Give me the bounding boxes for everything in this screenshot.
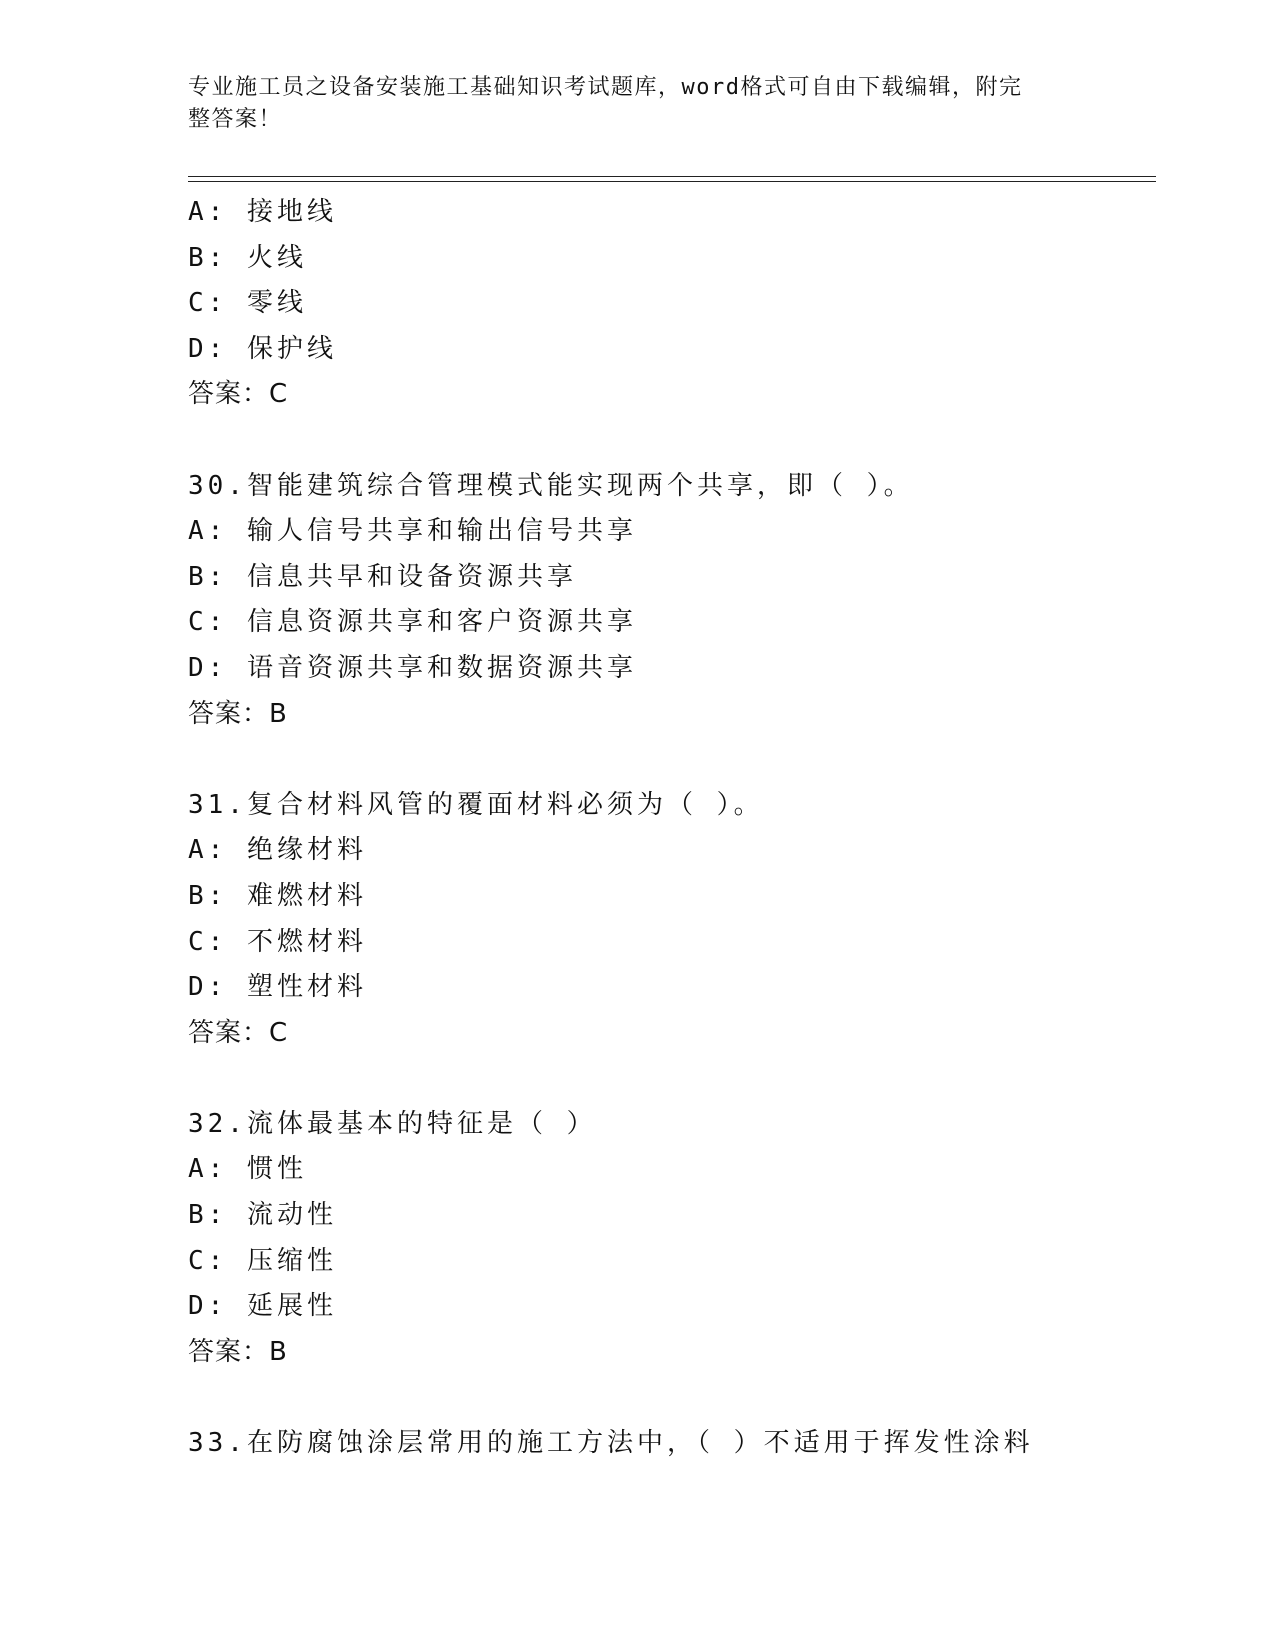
question-block-32 [188,1102,1148,1376]
question-block-30 [188,464,1148,738]
question-block-31 [188,783,1148,1057]
answer-line: 答案：C [188,1017,289,1048]
option-b: B: 火线 [188,242,307,273]
block-spacer [188,1056,1148,1102]
question-text: 31.复合材料风管的覆面材料必须为（ ）。 [188,789,764,820]
question-list [188,190,1148,1467]
answer-line: 答案：B [188,1336,288,1367]
question-block-29 [188,190,1148,418]
option-a: A: 接地线 [188,197,337,227]
document-header [188,72,1068,136]
header-line-2: 整答案！ [188,107,283,132]
header-line-1: 专业施工员之设备安装施工基础知识考试题库，word格式可自由下载编辑，附完 [188,75,1023,100]
question-text: 30.智能建筑综合管理模式能实现两个共享，即（ ）。 [188,470,914,501]
block-spacer [188,737,1148,783]
option-d: D: 语音资源共享和数据资源共享 [188,652,637,683]
block-spacer [188,1375,1148,1421]
option-b: B: 流动性 [188,1200,337,1231]
option-d: D: 保护线 [188,333,337,364]
option-a: A: 输人信号共享和输出信号共享 [188,516,637,547]
option-b: B: 难燃材料 [188,880,367,911]
header-divider-bottom [188,181,1156,182]
question-text: 33.在防腐蚀涂层常用的施工方法中，（ ）不适用于挥发性涂料 [188,1428,1034,1459]
answer-line: 答案：C [188,379,289,410]
question-block-33 [188,1421,1148,1467]
block-spacer [188,418,1148,464]
option-c: C: 零线 [188,288,307,319]
option-c: C: 压缩性 [188,1245,337,1276]
answer-line: 答案：B [188,698,288,729]
option-a: A: 绝缘材料 [188,835,367,866]
option-d: D: 塑性材料 [188,972,367,1003]
option-c: C: 信息资源共享和客户资源共享 [188,607,637,638]
question-text: 32.流体最基本的特征是（ ） [188,1108,597,1139]
option-c: C: 不燃材料 [188,926,367,957]
option-b: B: 信息共早和设备资源共享 [188,561,577,592]
option-d: D: 延展性 [188,1291,337,1322]
header-divider-top [188,176,1156,177]
option-a: A: 惯性 [188,1154,307,1185]
